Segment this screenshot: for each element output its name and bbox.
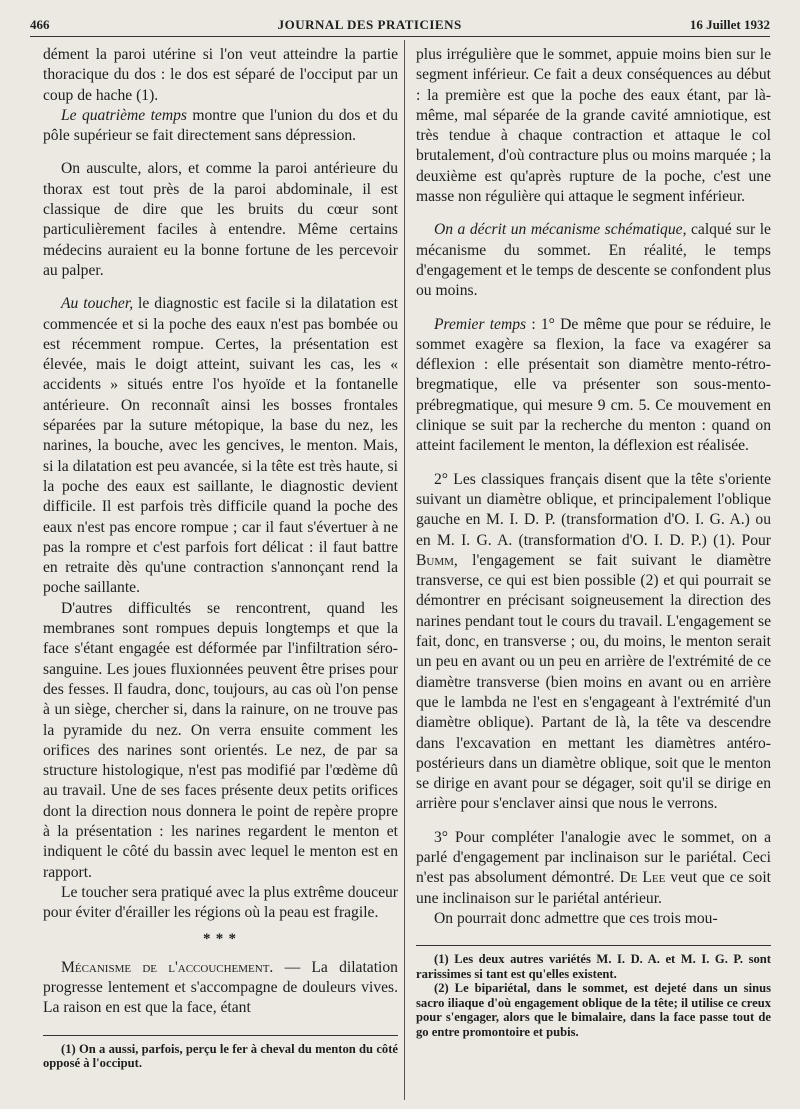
paragraph: Le toucher sera pratiqué avec la plus extrême douceur pour éviter d'érailler les régions où la peau est fragile.	[43, 883, 398, 922]
right-column	[416, 45, 771, 1039]
author-name: Bumm	[416, 551, 454, 569]
column-divider	[404, 40, 405, 1100]
footnote: (1) On a aussi, parfois, perçu le fer à cheval du menton du côté opposé à l'occiput.	[43, 1041, 398, 1071]
paragraph: 3° Pour compléter l'analogie avec le sommet, on a parlé d'engagement par inclinaison sur le pariétal. Ceci n'est pas absolument démontré. De Lee veut que ce soit une inclinaison sur le pariétal antérieur.	[416, 828, 771, 907]
issue-date: 16 Juillet 1932	[689, 17, 770, 32]
paragraph: On ausculte, alors, et comme la paroi antérieure du thorax est tout près de la paroi abdominale, il est classique de dire que les bruits du cœur sont particulièrement faciles à entendre. Même certains médecins auraient eu la bonne fortune de les percevoir au palper.	[43, 160, 398, 279]
paragraph: dément la paroi utérine si l'on veut atteindre la partie thoracique du dos : le dos est séparé de l'occiput par un coup de hache (1).	[43, 46, 398, 104]
section-stars: * * *	[202, 931, 238, 948]
footnote-rule	[43, 1035, 398, 1036]
journal-title: JOURNAL DES PRATICIENS	[277, 17, 462, 32]
paragraph: Le quatrième temps montre que l'union du dos et du pôle supérieur se fait directement sans dépression.	[43, 106, 398, 145]
footnote: (1) Les deux autres variétés M. I. D. A. et M. I. G. P. sont rarissimes si tant est qu'elles existent.	[416, 952, 771, 981]
emphasis: Au toucher,	[61, 295, 134, 313]
paragraph: On a décrit un mécanisme schématique, calqué sur le mécanisme du sommet. En réalité, le temps d'engagement et le temps de descente se confondent plus ou moins.	[416, 221, 771, 300]
section-heading: Mécanisme de l'accouchement.	[61, 958, 274, 976]
footnote: (2) Le bipariétal, dans le sommet, est dejeté dans un sinus sacro iliaque d'où engagement oblique de la tête; il utilise ce creux pour s'engager, alors que le bimalaire, dans la face passe tout de go entre promontoire et pubis.	[416, 981, 771, 1039]
left-column	[43, 45, 398, 1071]
footnote-rule	[416, 945, 771, 946]
paragraph: plus irrégulière que le sommet, appuie moins bien sur le segment inférieur. Ce fait a deux conséquences au début : la première est que la poche des eaux étant, par là-même, mal séparée de la grande cavité amniotique, est très tendue à chaque contraction et attaque le col brutalement, d'où contracture plus ou moins marquée ; la deuxième est qu'après rupture de la poche, c'est une masse non régulière qui attaque le segment inférieur.	[416, 46, 771, 206]
page-header	[30, 14, 770, 37]
paragraph: Au toucher, le diagnostic est facile si la dilatation est commencée et si la poche des eaux n'est pas bombée ou est récemment rompue. Certes, la présentation est élevée, mais le doigt atteint, suivant les cas, les « accidents » situés entre l'os hyoïde et la fontanelle antérieure. On reconnaît ainsi les bosses frontales séparées par la suture métopique, la base du nez, les narines, la bouche, avec les gencives, le menton. Mais, si la dilatation est peu avancée, si la tête est très haute, si la poche des eaux est saillante, le diagnostic devient difficile. Il est parfois très difficile quand la poche des eaux n'est pas encore rompue ; car il faut s'évertuer à ne pas la rompre et c'est parfois fort délicat : il faut battre en retraite dès qu'une contraction s'annonçant rend la poche saillante.	[43, 295, 398, 597]
emphasis: Le quatrième temps	[61, 106, 187, 124]
section-heading-paragraph: Mécanisme de l'accouchement. — La dilatation progresse lentement et s'accompagne de douleurs vives. La raison en est que la face, étant	[43, 958, 398, 1017]
emphasis: On a décrit un mécanisme schématique,	[434, 221, 687, 239]
paragraph: On pourrait donc admettre que ces trois mou-	[434, 909, 718, 927]
paragraph: D'autres difficultés se rencontrent, quand les membranes sont rompues depuis longtemps et que la face s'étant engagée est déformée par l'infiltration séro-sanguine. Les joues fluxionnées peuvent être prises pour des fesses. Il faudra, donc, toujours, au cas où l'on pense à un siège, chercher si, dans la rainure, on ne trouve pas la pyramide du nez. On verra ensuite comment les orifices des narines sont orientés. Le nez, de par sa structure histologique, n'est pas modifié par l'œdème dû au travail. Une de ses faces présente deux petits orifices dont la direction nous donnera le point de repère propre à la présentation : les narines regardent le menton et indiquent le côté du bassin avec lequel le menton est en rapport.	[43, 599, 398, 881]
paragraph: Premier temps : 1° De même que pour se réduire, le sommet exagère sa flexion, la face va exagérer sa déflexion : elle présentait son diamètre mento-rétro-bregmatique, elle va présenter son sous-mento-prébregmatique, qui mesure 9 cm. 5. Ce mouvement en clinique se suit par la recherche du menton : quand on atteint facilement le menton, la déflexion est réalisée.	[416, 315, 771, 455]
page-number: 466	[30, 17, 50, 32]
emphasis: Premier temps	[434, 315, 527, 333]
paragraph: 2° Les classiques français disent que la tête s'oriente suivant un diamètre oblique, et principalement l'oblique gauche en M. I. D. P. (transformation d'O. I. G. A.) ou en M. I. G. A. (transformation d'O. I. D. P.) (1). Pour Bumm, l'engagement se fait suivant le diamètre transverse, ce qui est bien possible (2) et qui pourrait se démontrer en précisant soigneusement la direction des narines pendant tout le cours du travail. L'engagement se fait, donc, en transverse ; ou, du moins, le menton serait un peu en avant ou un peu en arrière de l'extrémité de ce diamètre transverse (bien moins en avant ou en arrière que le lambda ne l'est en s'engageant à l'extrémité d'un diamètre oblique). Partant de là, la tête va descendre dans l'excavation en mettant les diamètres antéro-postérieurs dans un diamètre oblique, soit que le menton se dirige en avant pour se dégager, soit qu'il se dirige en arrière pour s'enclaver ainsi que nous le verrons.	[416, 470, 771, 813]
author-name: De Lee	[619, 869, 666, 887]
